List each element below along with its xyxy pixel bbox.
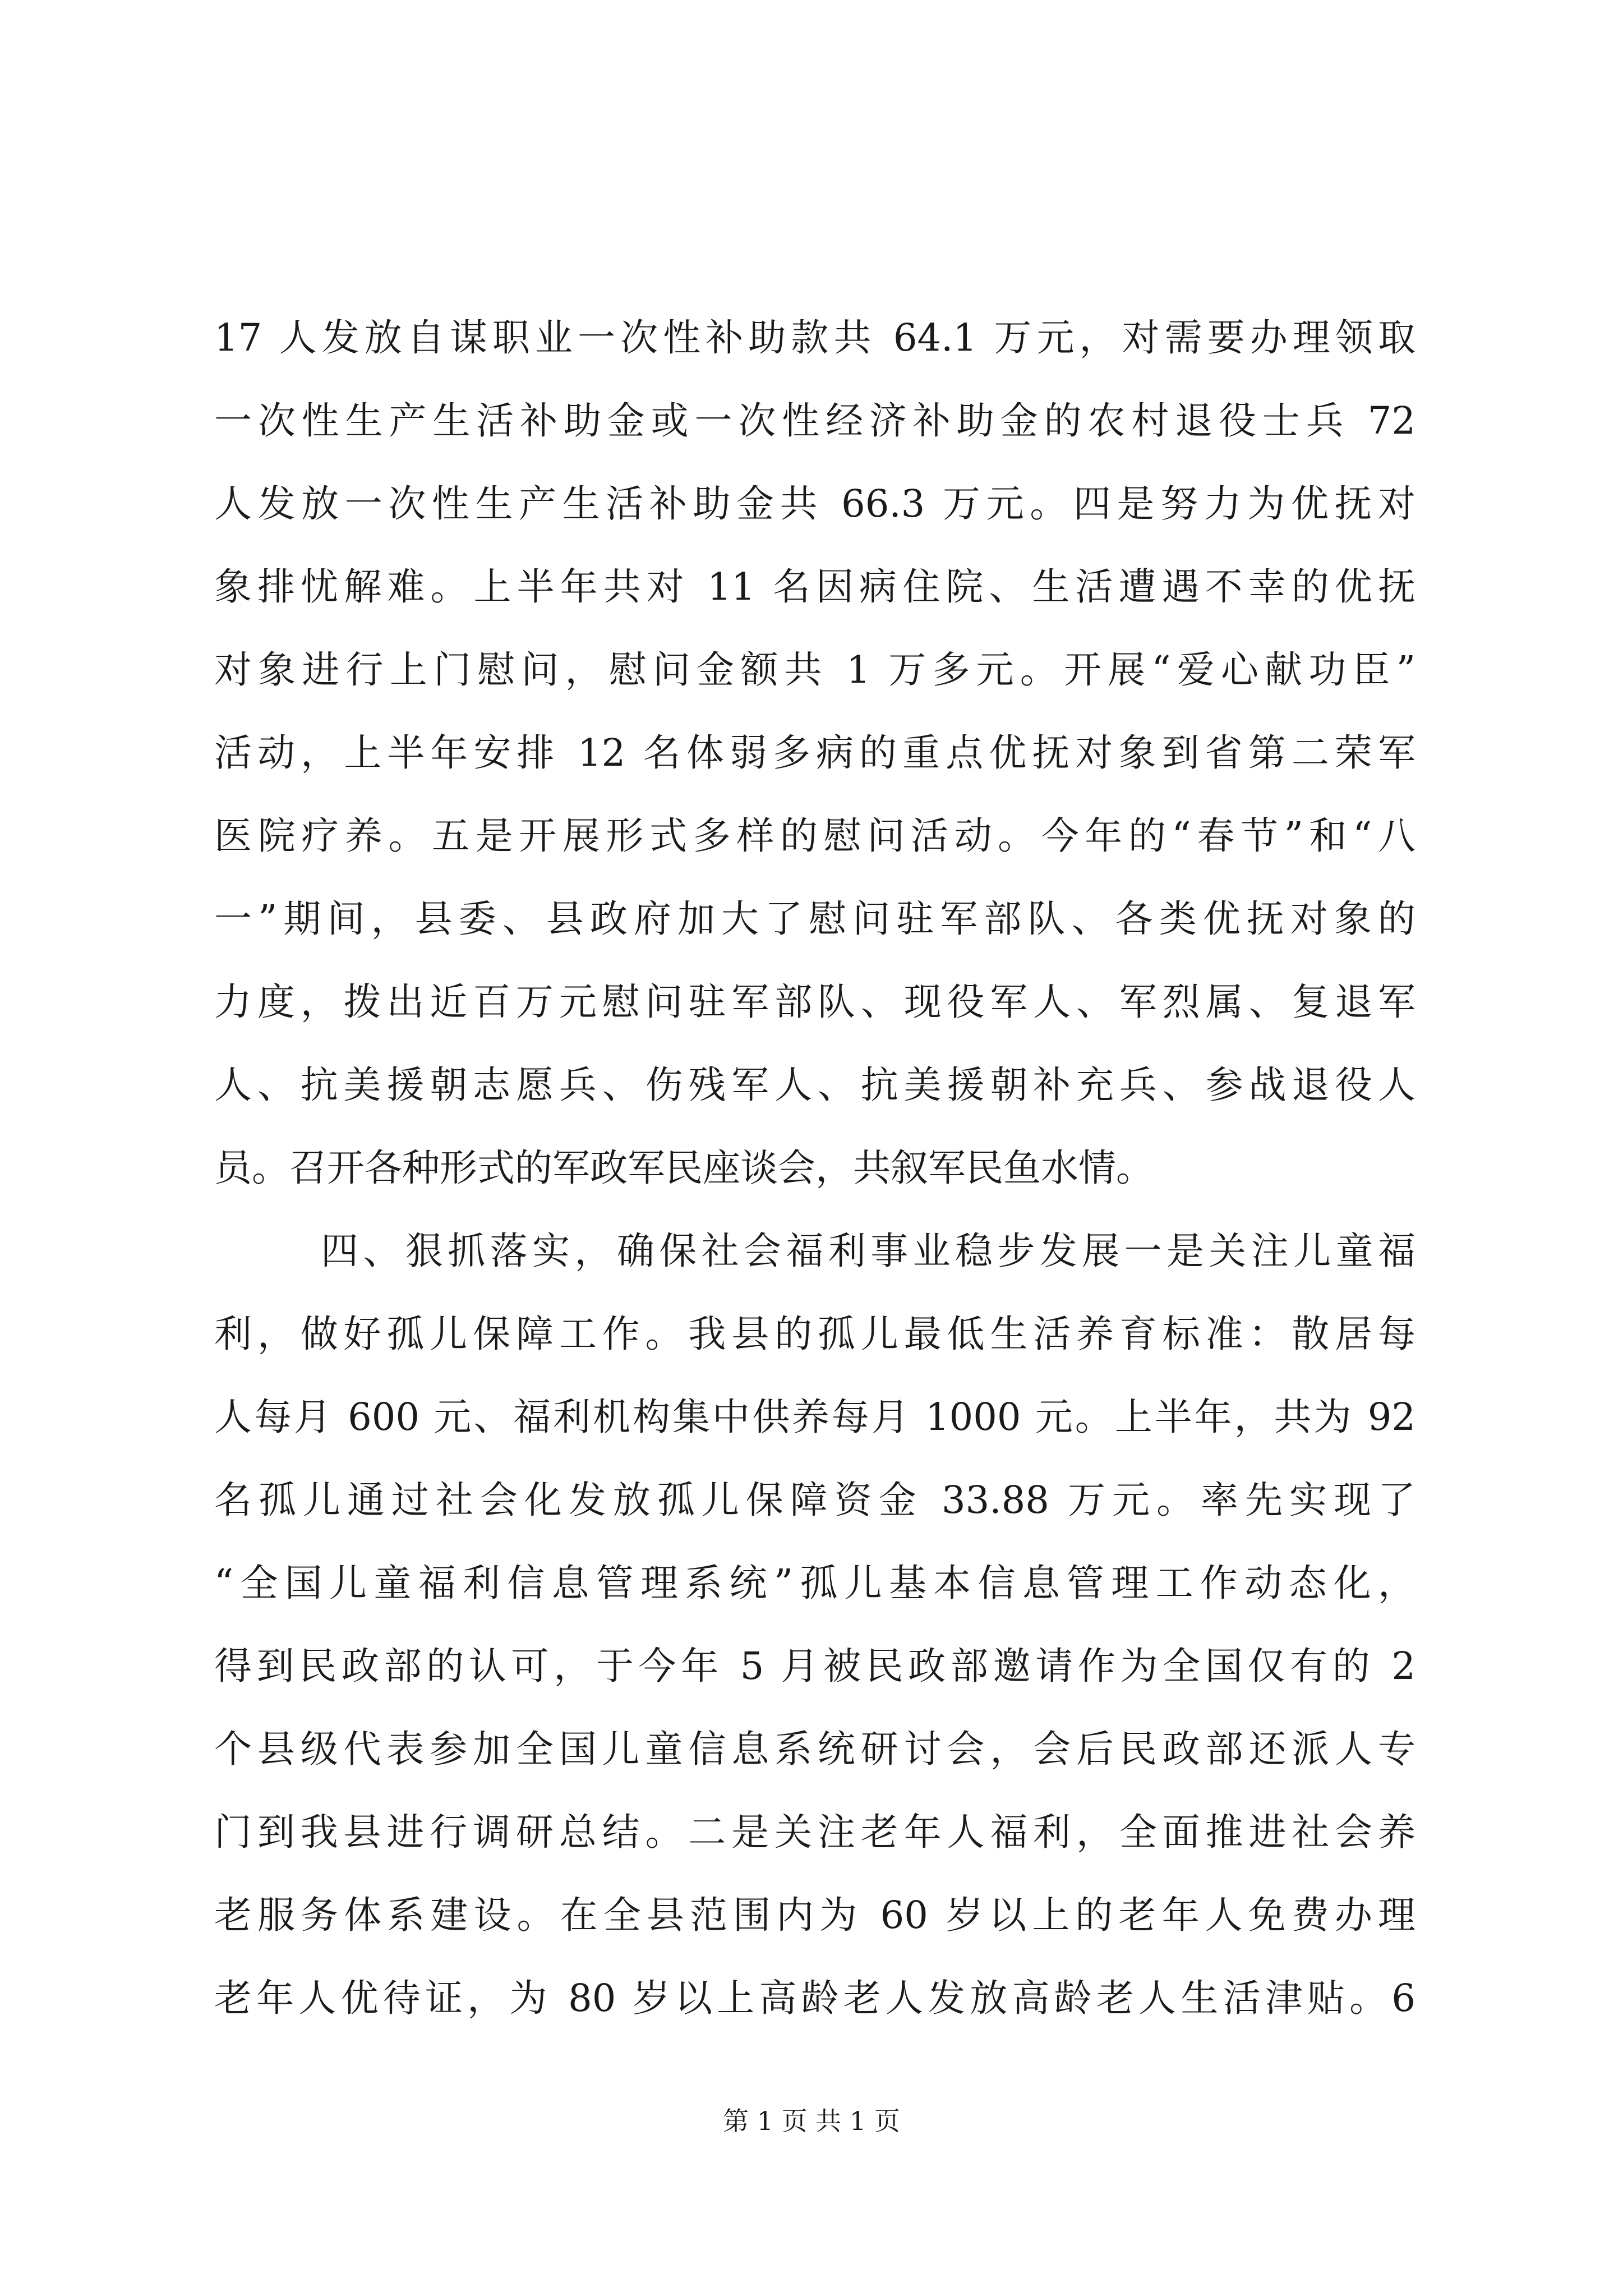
text-line: 老服务体系建设。在全县范围内为 60 岁以上的老年人免费办理	[214, 1893, 1415, 1937]
text-line: “全国儿童福利信息管理系统”孤儿基本信息管理工作动态化，	[214, 1561, 1415, 1605]
text-line: 得到民政部的认可，于今年 5 月被民政部邀请作为全国仅有的 2	[214, 1644, 1415, 1688]
text-line: 人每月 600 元、福利机构集中供养每月 1000 元。上半年，共为 92	[214, 1395, 1415, 1439]
text-line: 17 人发放自谋职业一次性补助款共 64.1 万元，对需要办理领取	[214, 316, 1415, 360]
text-line: 人、抗美援朝志愿兵、伤残军人、抗美援朝补充兵、参战退役人	[214, 1063, 1415, 1107]
text-line: 老年人优待证，为 80 岁以上高龄老人发放高龄老人生活津贴。6	[214, 1976, 1415, 2020]
text-line: 利，做好孤儿保障工作。我县的孤儿最低生活养育标准：散居每	[214, 1312, 1415, 1356]
text-line: 一”期间，县委、县政府加大了慰问驻军部队、各类优抚对象的	[214, 897, 1415, 941]
text-line: 门到我县进行调研总结。二是关注老年人福利，全面推进社会养	[214, 1810, 1415, 1854]
paragraph	[214, 296, 1415, 1209]
paragraph	[214, 1209, 1415, 2040]
text-line: 一次性生产生活补助金或一次性经济补助金的农村退役士兵 72	[214, 399, 1415, 443]
text-line: 四、狠抓落实，确保社会福利事业稳步发展一是关注儿童福	[321, 1229, 1415, 1273]
page-footer	[0, 2101, 1623, 2138]
text-line: 员。召开各种形式的军政军民座谈会，共叙军民鱼水情。	[214, 1146, 1154, 1190]
text-line: 力度，拨出近百万元慰问驻军部队、现役军人、军烈属、复退军	[214, 980, 1415, 1024]
text-line: 象排忧解难。上半年共对 11 名因病住院、生活遭遇不幸的优抚	[214, 565, 1415, 609]
text-line: 个县级代表参加全国儿童信息系统研讨会，会后民政部还派人专	[214, 1727, 1415, 1771]
page-number-label: 第 1 页 共 1 页	[723, 2106, 900, 2136]
text-line: 医院疗养。五是开展形式多样的慰问活动。今年的“春节”和“八	[214, 814, 1415, 858]
text-line: 名孤儿通过社会化发放孤儿保障资金 33.88 万元。率先实现了	[214, 1478, 1415, 1522]
text-line: 人发放一次性生产生活补助金共 66.3 万元。四是努力为优抚对	[214, 482, 1415, 526]
text-line: 活动，上半年安排 12 名体弱多病的重点优抚对象到省第二荣军	[214, 731, 1415, 775]
text-line: 对象进行上门慰问，慰问金额共 1 万多元。开展“爱心献功臣”	[214, 648, 1415, 692]
document-body	[214, 296, 1415, 2040]
